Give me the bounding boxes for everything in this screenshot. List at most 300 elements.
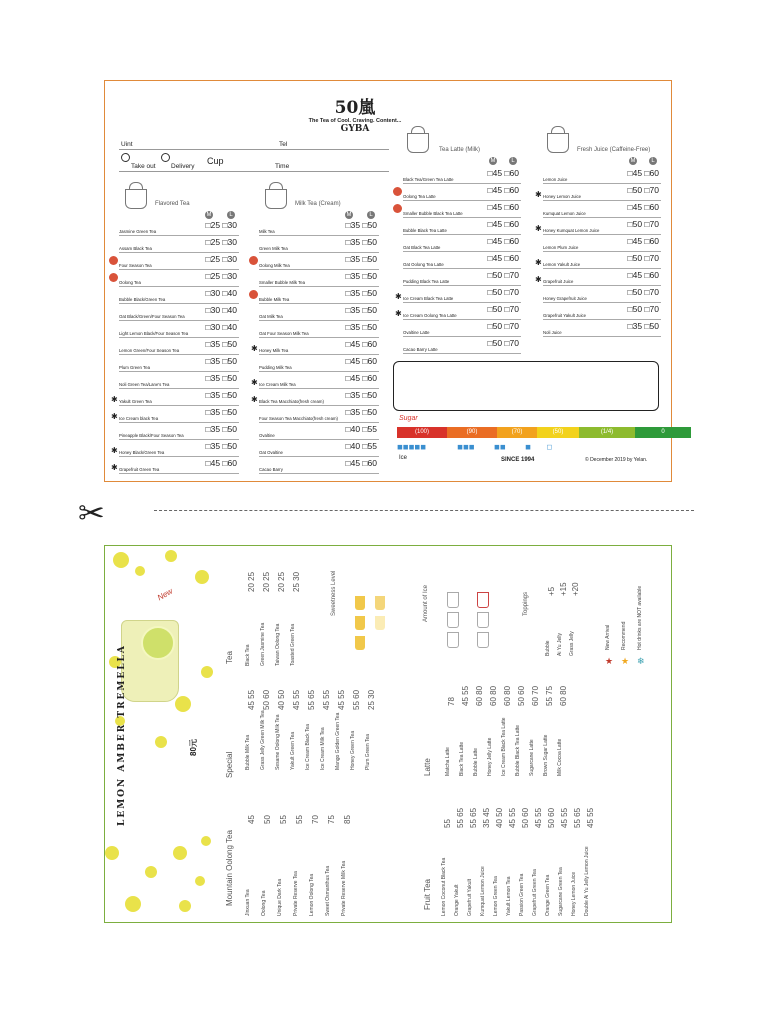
item-price: □35 □50 (627, 321, 659, 331)
item-price: □30 □40 (205, 305, 237, 315)
item-name: Smaller Bubble Milk Tea (259, 280, 306, 285)
item-name: Plum Green Tea (119, 365, 150, 370)
size-m-icon: M (206, 212, 212, 218)
menu-row[interactable] (111, 440, 239, 457)
cup-icon (477, 612, 489, 628)
cup-icon (355, 596, 365, 610)
item-name: Noli Green Tea/Lane's Tea (119, 382, 170, 387)
menu-row[interactable] (119, 338, 239, 355)
cup-label: Cup (207, 156, 224, 166)
cup-icon (447, 632, 459, 648)
tea-latte-title: Tea Latte (Milk) (439, 147, 481, 153)
item-price: □50 □70 (627, 219, 659, 229)
menu-item-price: 60 80 (559, 685, 568, 706)
item-price: □45 □60 (345, 458, 377, 468)
item-name: Honey Milk Tea (259, 348, 289, 353)
menu-item-name: Jinxuan Tea (245, 889, 251, 916)
hot-badge-icon (109, 256, 118, 265)
menu-item-name: Lemon Coconut Black Tea (441, 857, 447, 916)
item-price: □45 □60 (487, 236, 519, 246)
menu-row[interactable] (111, 389, 239, 406)
menu-item-price: 25 30 (292, 571, 301, 592)
cup-icon (447, 592, 459, 608)
mountain-oolong-head: Mountain Oolong Tea (225, 830, 234, 906)
menu-item-name: Honey Lemon Juice (571, 871, 577, 916)
star-icon: ✱ (535, 258, 542, 267)
menu-item-name: Orange Green Tea (545, 874, 551, 916)
menu-item-name: Private Reserve Tea (293, 871, 299, 916)
item-price: □35 □50 (345, 407, 377, 417)
unit-tel-line (119, 149, 389, 150)
ice-label: Ice (399, 455, 408, 461)
brand-header (285, 93, 425, 134)
item-name: Cacao Barry (259, 467, 283, 472)
item-name: Ice Cream Black Tea Latte (403, 296, 454, 301)
menu-row[interactable] (403, 320, 521, 337)
menu-item-price: 50 60 (517, 685, 526, 706)
menu-item-price: 45 55 (560, 807, 569, 828)
item-price: □45 □60 (345, 373, 377, 383)
item-price: □45 □60 (627, 168, 659, 178)
cup-icon (375, 596, 385, 610)
item-name: Grapefruit Juice (543, 279, 574, 284)
item-price: □45 □60 (487, 185, 519, 195)
menu-item-price: 25 30 (367, 689, 376, 710)
star-icon: ✱ (535, 190, 542, 199)
drink-menu (104, 545, 672, 923)
item-price: □35 □50 (345, 254, 377, 264)
cup-icon (447, 612, 459, 628)
brand-tagline: The Tea of Cool. Craving. Content... (308, 118, 402, 124)
size-l-icon: L (227, 211, 235, 219)
item-name: Smaller Bubble Black Tea Latte (403, 211, 463, 216)
item-price: □50 □70 (487, 270, 519, 280)
item-price: □35 □50 (345, 288, 377, 298)
delivery-checkbox[interactable] (161, 153, 170, 162)
item-name: Four Season Tea Macchiato(fresh cream) (259, 416, 338, 421)
menu-item-name: Private Reserve Milk Tea (341, 860, 347, 916)
menu-row[interactable] (259, 287, 379, 304)
star-icon: ✱ (535, 224, 542, 233)
menu-item-name: Double Ai Yu Jelly Lemon Juice (584, 846, 590, 916)
item-name: Honey Grapefruit Juice (543, 296, 587, 301)
menu-item-name: Bubble Black Tea Latte (515, 724, 521, 776)
item-name: Oolong Milk Tea (259, 263, 290, 268)
brand-logo: 50嵐 (334, 98, 376, 118)
item-price: □35 □50 (205, 373, 237, 383)
notes-box[interactable] (393, 361, 659, 411)
item-name: Honey Lemon Juice (543, 194, 581, 199)
item-price: □50 □70 (487, 304, 519, 314)
menu-item-price: 50 60 (547, 807, 556, 828)
menu-row[interactable] (543, 167, 661, 184)
cut-line (154, 510, 694, 511)
item-name: Cacao Barry Latte (403, 347, 438, 352)
legend-icon: ❄ (637, 656, 645, 666)
menu-row[interactable] (535, 184, 661, 201)
menu-row[interactable] (259, 423, 379, 440)
menu-row[interactable] (403, 184, 521, 201)
menu-row[interactable] (403, 218, 521, 235)
menu-item-price: 55 65 (456, 807, 465, 828)
item-name: Ovaltine Latte (403, 330, 430, 335)
menu-item-name: Grass Jelly (569, 631, 575, 656)
hot-badge-icon (393, 187, 402, 196)
new-badge: New (155, 586, 175, 603)
item-price: □50 □70 (487, 287, 519, 297)
scissors-icon: ✂ (78, 495, 105, 531)
sugar-level-bar (397, 427, 691, 438)
hot-badge-icon (393, 204, 402, 213)
menu-item-price: 45 55 (534, 807, 543, 828)
menu-row[interactable] (543, 303, 661, 320)
size-m-icon: M (346, 212, 352, 218)
item-name: Oolong Tea (119, 280, 141, 285)
menu-item-price: 50 (263, 815, 272, 824)
menu-row[interactable] (543, 201, 661, 218)
menu-row[interactable] (259, 406, 379, 423)
item-name: Bubble Black/Green Tea (119, 297, 166, 302)
menu-item-price: +15 (559, 582, 568, 596)
menu-item-price: 55 65 (469, 807, 478, 828)
menu-item-price: 50 60 (521, 807, 530, 828)
menu-item-name: Sugarcane Latte (529, 739, 535, 776)
item-name: Oat Oolong Tea Latte (403, 262, 444, 267)
menu-item-price: 60 80 (489, 685, 498, 706)
item-price: □35 □50 (345, 390, 377, 400)
menu-row[interactable] (259, 440, 379, 457)
item-name: Oat Black Tea Latte (403, 245, 441, 250)
menu-row[interactable] (543, 320, 661, 337)
item-name: Lemon Green/Four Season Tea (119, 348, 180, 353)
menu-item-name: Honey Green Tea (350, 730, 356, 770)
special-head: Special (225, 751, 234, 778)
item-name: Oat Ovaltine (259, 450, 283, 455)
item-price: □50 □70 (487, 338, 519, 348)
item-name: Lemon Yakult Juice (543, 262, 581, 267)
menu-row[interactable] (403, 201, 521, 218)
menu-item-name: Milk Cocoa Latte (557, 738, 563, 776)
menu-item-name: Passion Green Tea (519, 873, 525, 916)
menu-item-price: 45 55 (461, 685, 470, 706)
size-m-icon: M (490, 158, 496, 164)
size-l-icon: L (367, 211, 375, 219)
menu-item-price: 50 60 (262, 689, 271, 710)
menu-row[interactable] (543, 286, 661, 303)
star-icon: ✱ (251, 344, 258, 353)
item-price: □35 □50 (205, 441, 237, 451)
sugar-level-segment: (70) (497, 427, 537, 438)
time-line (119, 171, 389, 172)
menu-item-price: 55 65 (573, 807, 582, 828)
item-name: Ovaltine (259, 433, 275, 438)
menu-item-name: Black Tea (245, 644, 251, 666)
item-price: □45 □60 (627, 270, 659, 280)
cup-icon (375, 616, 385, 630)
menu-row[interactable] (259, 321, 379, 338)
star-icon: ✱ (535, 275, 542, 284)
menu-item-name: Unique Dark Tea (277, 878, 283, 916)
item-name: Assam Black Tea (119, 246, 152, 251)
time-label: Time (275, 163, 290, 170)
item-name: Noli Juice (543, 330, 562, 335)
sugar-level-segment: (100) (397, 427, 447, 438)
menu-item-price: 45 55 (322, 689, 331, 710)
order-card (104, 80, 672, 482)
hot-badge-icon (249, 290, 258, 299)
menu-item-name: Honey Jelly Latte (487, 737, 493, 776)
menu-item-name: Bubble Latte (473, 747, 479, 776)
menu-row[interactable] (119, 321, 239, 338)
item-price: □45 □60 (345, 356, 377, 366)
item-price: □25 □30 (205, 220, 237, 230)
item-price: □45 □60 (627, 202, 659, 212)
menu-item-price: 78 (447, 697, 456, 706)
menu-row[interactable] (119, 236, 239, 253)
item-name: Honey Black/Green Tea (119, 450, 165, 455)
menu-item-price: 45 (247, 815, 256, 824)
milk-tea-title: Milk Tea (Cream) (295, 201, 341, 207)
item-price: □50 □70 (627, 185, 659, 195)
star-icon: ✱ (111, 446, 118, 455)
menu-item-price: 70 (311, 815, 320, 824)
menu-row[interactable] (119, 270, 239, 287)
hot-badge-icon (249, 256, 258, 265)
menu-item-price: 35 45 (482, 807, 491, 828)
item-name: Jasmine Green Tea (119, 229, 157, 234)
item-price: □25 □30 (205, 271, 237, 281)
menu-item-name: Matcha Latte (445, 747, 451, 776)
menu-item-name: Bubble Milk Tea (245, 734, 251, 770)
menu-row[interactable] (119, 287, 239, 304)
item-name: Oat Milk Tea (259, 314, 283, 319)
tea-head: Tea (225, 651, 234, 664)
menu-row[interactable] (119, 423, 239, 440)
ice-amount-head: Amount of Ice (423, 584, 429, 622)
menu-item-name: Ice Cream Milk Tea (320, 727, 326, 770)
size-m-icon: M (630, 158, 636, 164)
menu-row[interactable] (403, 269, 521, 286)
cup-icon (355, 616, 365, 630)
menu-row[interactable] (403, 167, 521, 184)
menu-item-name: Toasted Green Tea (290, 623, 296, 666)
item-price: □50 □70 (627, 304, 659, 314)
item-price: □50 □70 (487, 321, 519, 331)
legend-label: Hot drinks are NOT available (637, 585, 643, 650)
menu-item-name: Ice Cream Black Tea (305, 723, 311, 770)
tea-latte-icon (407, 133, 429, 153)
item-price: □35 □50 (205, 407, 237, 417)
item-name: Oat Four Season Milk Tea (259, 331, 309, 336)
legend-icon: ★ (605, 656, 614, 666)
sugar-level-segment: 0 (635, 427, 691, 438)
menu-item-name: Lemon Oolong Tea (309, 873, 315, 916)
item-name: Grapefruit Yakult Juice (543, 313, 587, 318)
menu-item-name: Sweet Osmanthus Tea (325, 865, 331, 916)
takeout-label: Take out (131, 163, 156, 170)
flavored-tea-title: Flavored Tea (155, 201, 190, 207)
menu-item-price: 45 55 (292, 689, 301, 710)
menu-row[interactable] (395, 286, 521, 303)
sweetness-head: Sweetness Level (331, 570, 337, 616)
menu-row[interactable] (111, 457, 239, 474)
lemon-slice-icon (141, 626, 175, 660)
menu-item-name: Ice Cream Black Tea Latte (501, 717, 507, 776)
star-icon: ✱ (251, 378, 258, 387)
lemon-title: LEMON AMBER TREMELLA (117, 644, 127, 826)
menu-item-price: 40 50 (277, 689, 286, 710)
item-price: □35 □50 (345, 271, 377, 281)
menu-row[interactable] (259, 457, 379, 474)
menu-row[interactable] (535, 252, 661, 269)
item-price: □30 □40 (205, 322, 237, 332)
since-text: SINCE 1994 (501, 457, 535, 463)
star-icon: ✱ (111, 412, 118, 421)
menu-item-name: Taiwan Oolong Tea (275, 623, 281, 666)
item-price: □50 □70 (627, 287, 659, 297)
menu-row[interactable] (543, 235, 661, 252)
item-name: Grapefruit Green Tea (119, 467, 160, 472)
menu-row[interactable] (403, 235, 521, 252)
menu-row[interactable] (119, 304, 239, 321)
flavored-tea-icon (125, 189, 147, 209)
item-price: □45 □60 (487, 219, 519, 229)
item-price: □30 □40 (205, 288, 237, 298)
menu-item-price: 20 25 (262, 571, 271, 592)
menu-row[interactable] (119, 355, 239, 372)
menu-item-name: Yakult Green Tea (290, 731, 296, 770)
item-price: □45 □60 (487, 202, 519, 212)
menu-item-price: 55 (295, 815, 304, 824)
item-name: Light Lemon Black/Four Season Tea (119, 331, 189, 336)
item-name: Oat Black/Green/Four Season Tea (119, 314, 185, 319)
size-l-icon: L (649, 157, 657, 165)
item-name: Bubble Black Tea Latte (403, 228, 447, 233)
menu-row[interactable] (119, 372, 239, 389)
item-price: □35 □50 (345, 237, 377, 247)
menu-item-name: Yakult Lemon Tea (506, 876, 512, 916)
item-name: Ice Cream Milk Tea (259, 382, 296, 387)
cup-icon (355, 636, 365, 650)
menu-item-name: Lemon Green Tea (493, 876, 499, 916)
item-price: □50 □70 (627, 253, 659, 263)
menu-item-price: 45 55 (337, 689, 346, 710)
toppings-head: Toppings (523, 591, 529, 616)
item-price: □40 □55 (345, 424, 377, 434)
latte-head: Latte (423, 758, 432, 776)
menu-item-name: Sugarcane Green Tea (558, 867, 564, 916)
legend-icon: ★ (621, 656, 630, 666)
menu-row[interactable] (259, 355, 379, 372)
menu-row[interactable] (259, 236, 379, 253)
menu-row[interactable] (259, 253, 379, 270)
item-name: Oolong Tea Latte (403, 194, 436, 199)
ice-icons: ◼◼◼◼◼ ◼◼◼ ◼◼ ◼ ◻ (397, 444, 553, 451)
menu-item-name: Bubble (545, 640, 551, 656)
juice-title: Fresh Juice (Caffeine-Free) (577, 147, 651, 153)
cup-icon (477, 632, 489, 648)
item-price: □35 □50 (345, 322, 377, 332)
menu-row[interactable] (259, 219, 379, 236)
menu-row[interactable] (535, 218, 661, 235)
menu-row[interactable] (395, 303, 521, 320)
item-name: Ice Cream Oolong Tea Latte (403, 313, 457, 318)
star-icon: ✱ (111, 395, 118, 404)
item-price: □35 □50 (205, 390, 237, 400)
item-price: □25 □30 (205, 254, 237, 264)
item-name: Black Tea Macchiato(fresh cream) (259, 399, 324, 404)
tel-label: Tel (279, 141, 288, 148)
menu-row[interactable] (259, 270, 379, 287)
takeout-checkbox[interactable] (121, 153, 130, 162)
menu-item-price: +5 (547, 586, 556, 596)
menu-item-name: Mango Golden Green Tea (335, 712, 341, 770)
menu-item-price: 55 65 (307, 689, 316, 710)
item-name: Four Season Tea (119, 263, 152, 268)
menu-row[interactable] (119, 253, 239, 270)
item-price: □45 □60 (487, 168, 519, 178)
item-price: □35 □50 (345, 305, 377, 315)
menu-item-name: Black Tea Latte (459, 741, 465, 776)
menu-item-price: 20 25 (247, 571, 256, 592)
menu-item-price: 85 (343, 815, 352, 824)
star-icon: ✱ (395, 309, 402, 318)
item-name: Yakult Green Tea (119, 399, 152, 404)
menu-row[interactable] (111, 406, 239, 423)
menu-item-price: 55 (443, 819, 452, 828)
menu-row[interactable] (403, 337, 521, 354)
sugar-level-segment: (50) (537, 427, 579, 438)
item-price: □45 □60 (205, 458, 237, 468)
fruit-tea-head: Fruit Tea (423, 879, 432, 910)
menu-item-price: 75 (327, 815, 336, 824)
item-name: Bubble Milk Tea (259, 297, 290, 302)
item-name: Ice Cream black Tea (119, 416, 159, 421)
menu-row[interactable] (251, 389, 379, 406)
menu-item-name: Oolong Tea (261, 890, 267, 916)
item-price: □45 □60 (487, 253, 519, 263)
item-name: Pudding Black Tea Latte (403, 279, 450, 284)
item-price: □45 □60 (345, 339, 377, 349)
menu-row[interactable] (403, 252, 521, 269)
item-name: Black Tea/Green Tea Latte (403, 177, 454, 182)
cup-icon (477, 592, 489, 608)
menu-item-name: Ai Yu Jelly (557, 633, 563, 656)
star-icon: ✱ (111, 463, 118, 472)
menu-row[interactable] (259, 304, 379, 321)
item-name: Pudding Milk Tea (259, 365, 292, 370)
menu-row[interactable] (251, 338, 379, 355)
menu-row[interactable] (119, 219, 239, 236)
menu-row[interactable] (535, 269, 661, 286)
star-icon: ✱ (395, 292, 402, 301)
item-price: □40 □55 (345, 441, 377, 451)
item-name: Lemon Plum Juice (543, 245, 579, 250)
menu-item-price: 45 55 (247, 689, 256, 710)
menu-item-price: 55 60 (352, 689, 361, 710)
menu-item-name: Green Jasmine Tea (260, 622, 266, 666)
item-price: □35 □50 (205, 356, 237, 366)
sugar-level-segment: (1/4) (579, 427, 635, 438)
menu-item-name: Orange Yakult (454, 884, 460, 916)
size-l-icon: L (509, 157, 517, 165)
menu-item-name: Grapefruit Green Tea (532, 869, 538, 916)
delivery-label: Delivery (171, 163, 195, 170)
item-name: Honey Kumquat Lemon Juice (543, 228, 600, 233)
menu-row[interactable] (251, 372, 379, 389)
item-price: □45 □60 (627, 236, 659, 246)
menu-item-price: 55 (279, 815, 288, 824)
